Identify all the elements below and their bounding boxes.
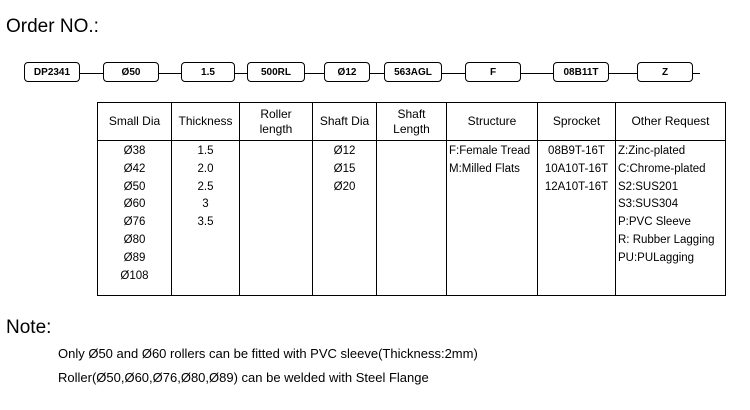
cell-thickness bbox=[172, 141, 240, 296]
list-item: 1.5 bbox=[197, 145, 214, 157]
header-small-dia: Small Dia bbox=[98, 103, 172, 141]
list-item: 2.5 bbox=[197, 180, 214, 193]
header-other-request: Other Request bbox=[616, 103, 726, 141]
code-box-sprocket: 08B11T bbox=[553, 62, 609, 82]
header-structure: Structure bbox=[447, 103, 538, 141]
list-item: M:Milled Flats bbox=[449, 162, 520, 175]
code-box-roller-length: 500RL bbox=[247, 62, 305, 82]
list-item: Ø80 bbox=[123, 233, 146, 246]
list-item: Ø108 bbox=[120, 269, 149, 282]
header-thickness: Thickness bbox=[172, 103, 240, 141]
list-item: S2:SUS201 bbox=[618, 180, 679, 193]
list-item: Z:Zinc-plated bbox=[618, 145, 686, 157]
list-item: 12A10T-16T bbox=[544, 180, 609, 193]
cell-shaft-dia bbox=[313, 141, 377, 296]
header-shaft-length-text: Shaft Length bbox=[393, 106, 430, 136]
cell-structure bbox=[447, 141, 538, 296]
header-shaft-dia: Shaft Dia bbox=[313, 103, 377, 141]
list-item: 08B9T-16T bbox=[548, 145, 605, 157]
list-item: Ø89 bbox=[123, 251, 146, 264]
note-line-steel-flange: Roller(Ø50,Ø60,Ø76,Ø80,Ø89) can be welded with Steel Flange bbox=[58, 370, 429, 385]
list-item: Ø76 bbox=[123, 216, 146, 229]
list-item: Ø12 bbox=[333, 145, 356, 157]
order-code-row bbox=[0, 0, 750, 100]
code-box-small-dia: Ø50 bbox=[103, 62, 159, 82]
list-item: 3 bbox=[202, 198, 209, 211]
note-heading: Note: bbox=[6, 317, 52, 338]
cell-sprocket bbox=[538, 141, 616, 296]
table-body-row bbox=[98, 141, 726, 296]
header-shaft-length bbox=[377, 103, 447, 141]
note-line-pvc-sleeve: Only Ø50 and Ø60 rollers can be fitted with PVC sleeve(Thickness:2mm) bbox=[58, 346, 478, 361]
code-box-model: DP2341 bbox=[24, 62, 80, 82]
list-item: 10A10T-16T bbox=[544, 162, 609, 175]
list-item: PU:PULagging bbox=[618, 251, 695, 264]
cell-small-dia bbox=[98, 141, 172, 296]
list-item: Ø50 bbox=[123, 180, 146, 193]
cell-roller-length bbox=[240, 141, 313, 296]
code-box-thickness: 1.5 bbox=[181, 62, 235, 82]
list-item: C:Chrome-plated bbox=[618, 162, 706, 175]
list-item: F:Female Tread bbox=[449, 145, 531, 157]
code-box-shaft-length: 563AGL bbox=[384, 62, 442, 82]
list-item: R: Rubber Lagging bbox=[618, 233, 715, 246]
code-box-shaft-dia: Ø12 bbox=[324, 62, 370, 82]
code-box-other-request: Z bbox=[637, 62, 693, 82]
list-item: Ø38 bbox=[123, 145, 146, 157]
table-header-row bbox=[98, 103, 726, 141]
order-number-heading: Order NO.: bbox=[6, 16, 99, 37]
header-sprocket: Sprocket bbox=[538, 103, 616, 141]
list-item: Ø42 bbox=[123, 162, 146, 175]
list-item: 3.5 bbox=[197, 216, 214, 229]
list-item: 2.0 bbox=[197, 162, 214, 175]
code-box-structure: F bbox=[465, 62, 521, 82]
list-item: Ø15 bbox=[333, 162, 356, 175]
list-item: Ø20 bbox=[333, 180, 356, 193]
header-roller-length-text: Roller length bbox=[259, 106, 293, 136]
list-item: P:PVC Sleeve bbox=[618, 216, 691, 229]
list-item: S3:SUS304 bbox=[618, 198, 679, 211]
spec-table bbox=[97, 102, 726, 296]
cell-other-request bbox=[616, 141, 726, 296]
cell-shaft-length bbox=[377, 141, 447, 296]
list-item: Ø60 bbox=[123, 198, 146, 211]
header-roller-length bbox=[240, 103, 313, 141]
